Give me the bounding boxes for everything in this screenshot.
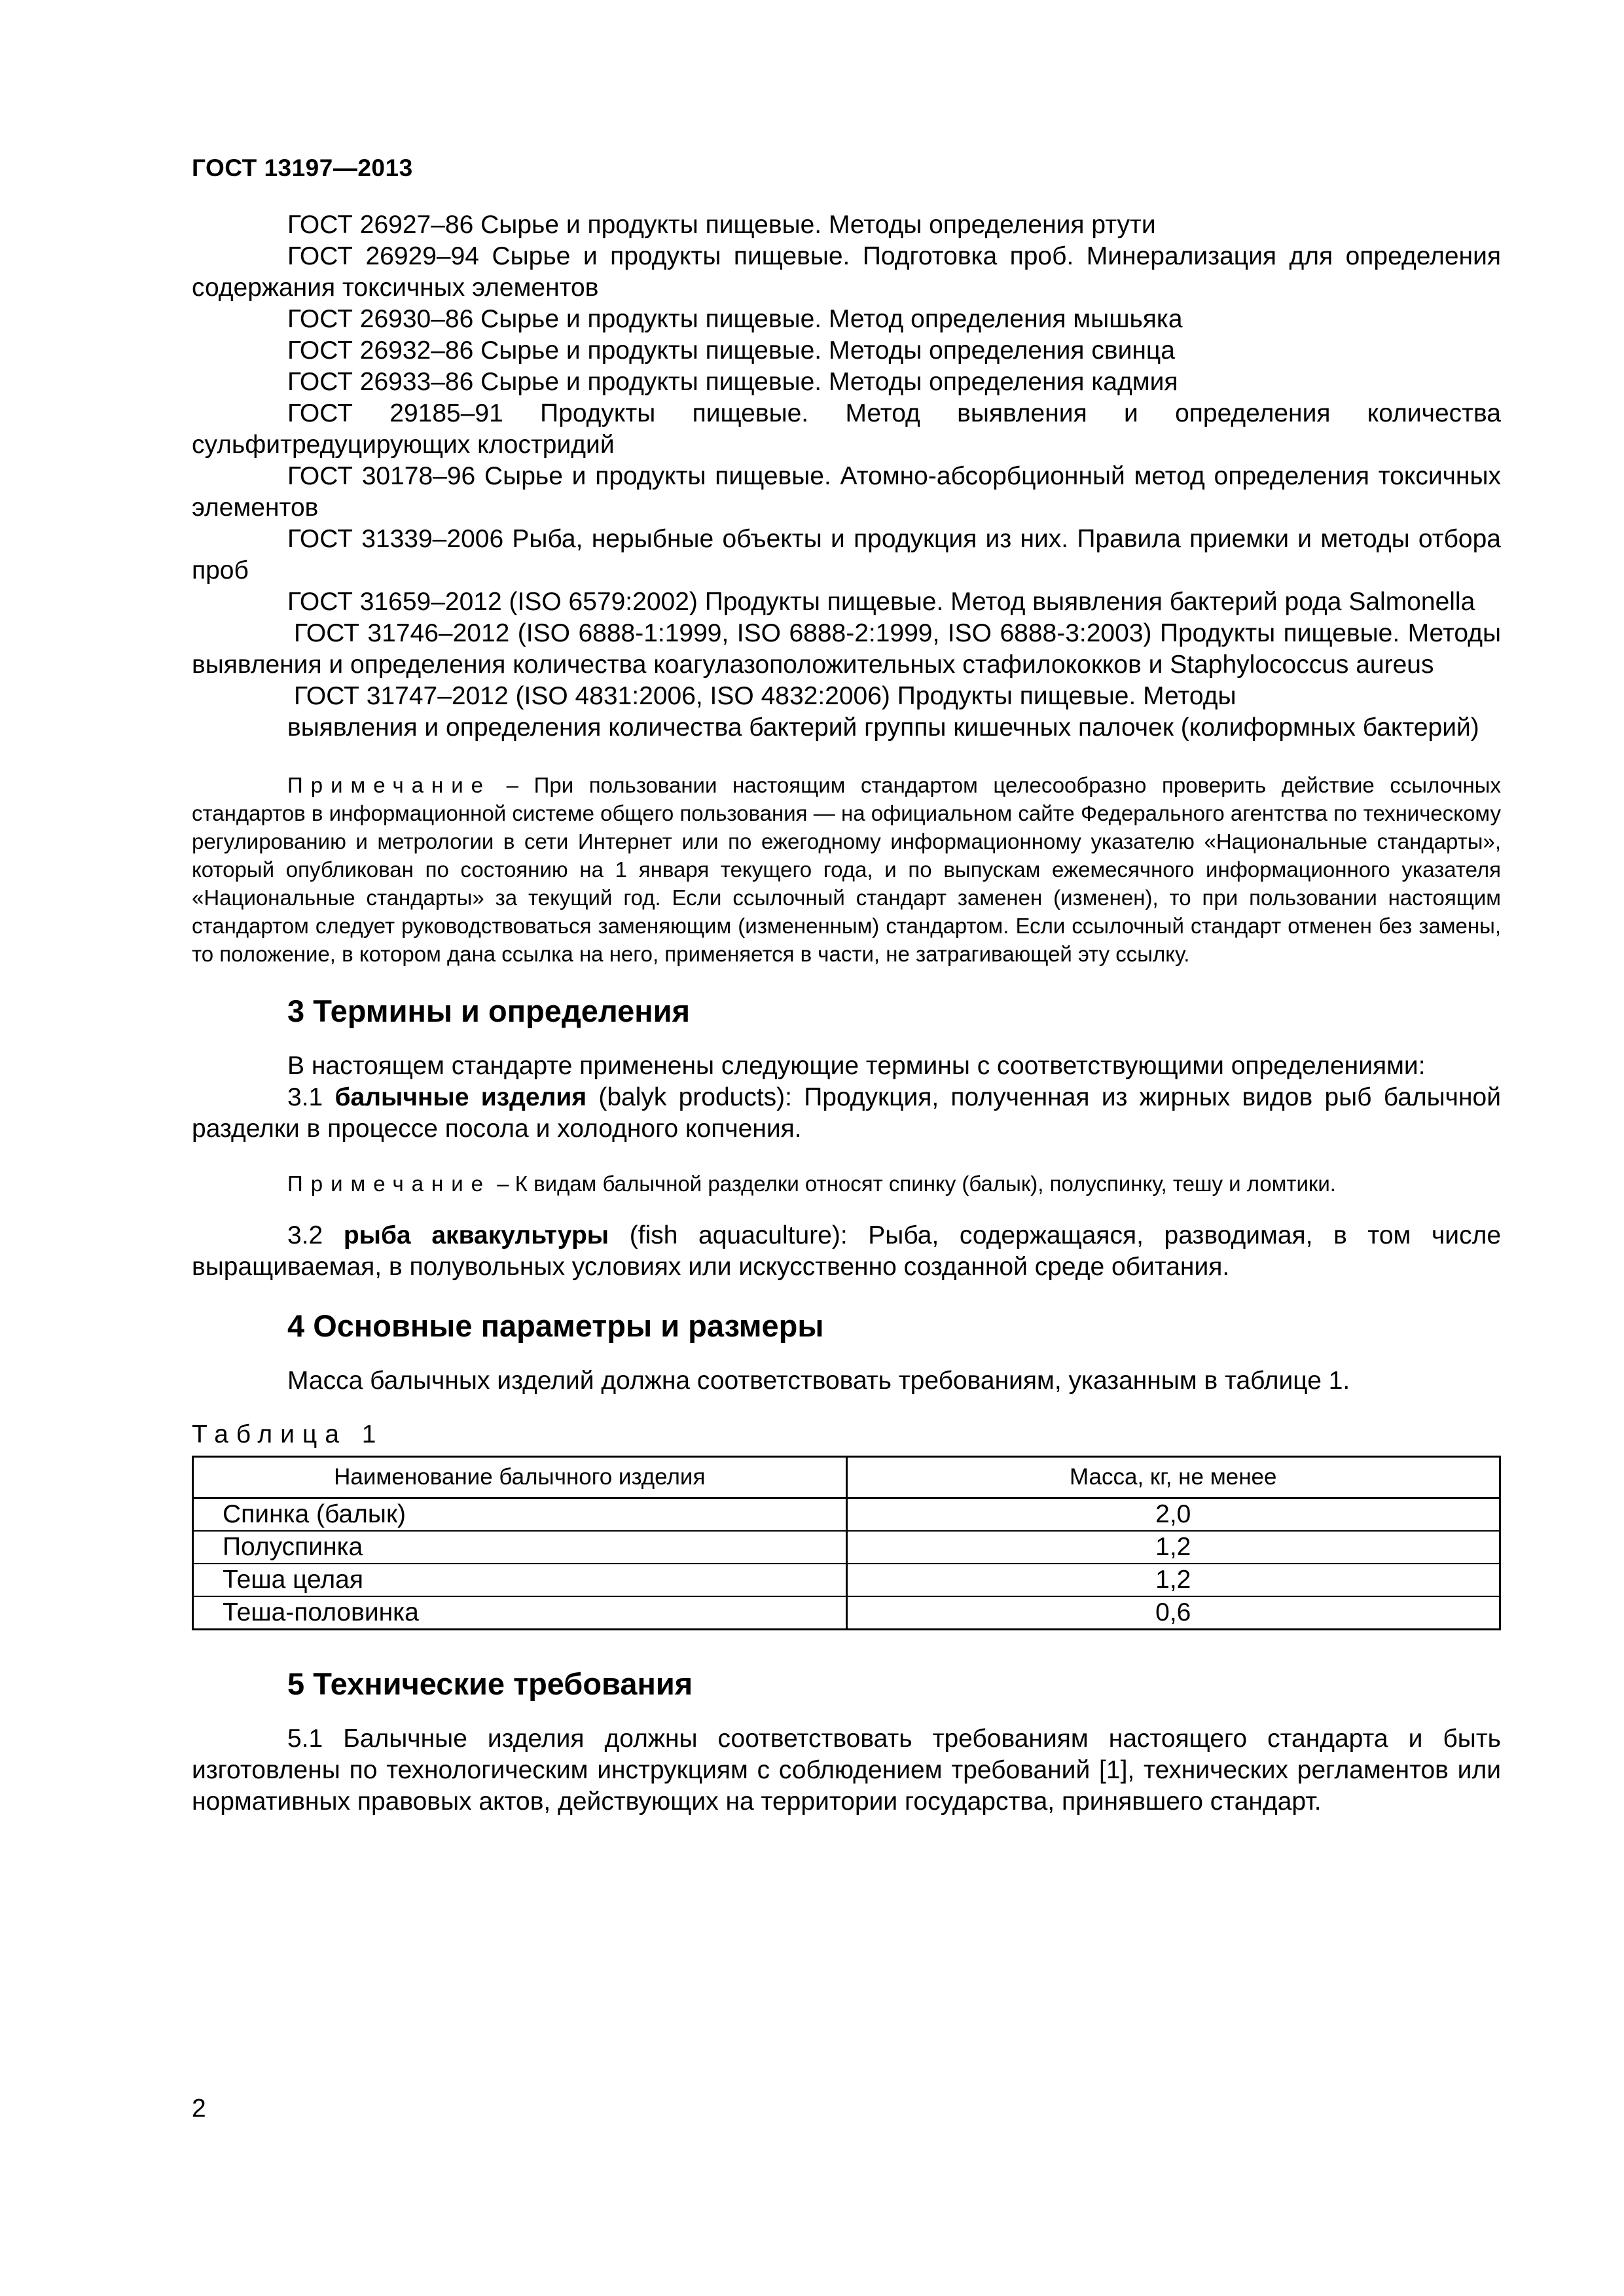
term-definition: (balyk products): Продукция, полученная из жирных видов рыб балычной разделки в процессе посола и холодного копчения. bbox=[192, 1083, 1502, 1143]
term-3-1-note bbox=[192, 1170, 1501, 1198]
cell-product-name: Теша целая bbox=[193, 1564, 847, 1596]
note-label: Примечание bbox=[287, 773, 492, 797]
section-3-intro: В настоящем стандарте применены следующие термины с соответствующими определениями: bbox=[287, 1052, 1426, 1080]
reference-item: ГОСТ 31746–2012 (ISO 6888-1:1999, ISO 6888-2:1999, ISO 6888-3:2003) Продукты пищевые. Методы выявления и определения количества коагулазоположительных стафилококков и Staphylococcus aureus bbox=[192, 619, 1501, 679]
section-5-text: 5.1 Балычные изделия должны соответствовать требованиям настоящего стандарта и быть изготовлены по технологическим инструкциям с соблюдением требований [1], технических регламентов или нормативных правовых актов, действующих на территории государства, принявшего стандарт. bbox=[192, 1725, 1501, 1816]
reference-note bbox=[192, 771, 1501, 968]
section-4-title: 4 Основные параметры и размеры bbox=[287, 1308, 824, 1343]
section-3-title: 3 Термины и определения bbox=[287, 994, 690, 1028]
note-text: – При пользовании настоящим стандартом целесообразно проверить действие ссылочных стандартов в информационной системе общего пользования — на официальном сайте Федерального агентства по техническому регулированию и метрологии в сети Интернет или по ежегодному информационному указателю «Национальные стандарты», который опубликован по состоянию на 1 января текущего года, и по выпускам ежемесячного информационного указателя «Национальные стандарты» за текущий год. Если ссылочный стандарт заменен (изменен), то при пользовании настоящим стандартом следует руководствоваться заменяющим (измененным) стандартом. Если ссылочный стандарт отменен без замены, то положение, в котором дана ссылка на него, применяется в части, не затрагивающей эту ссылку. bbox=[192, 773, 1501, 966]
section-5-title: 5 Технические требования bbox=[287, 1666, 693, 1701]
normative-references-list bbox=[192, 209, 1501, 744]
reference-item: ГОСТ 31339–2006 Рыба, нерыбные объекты и продукция из них. Правила приемки и методы отбора проб bbox=[192, 525, 1501, 584]
reference-item: ГОСТ 30178–96 Сырье и продукты пищевые. Атомно-абсорбционный метод определения токсичных элементов bbox=[192, 462, 1501, 522]
reference-item: ГОСТ 26927–86 Сырье и продукты пищевые. Методы определения ртути bbox=[287, 211, 1156, 239]
table-1 bbox=[192, 1456, 1501, 1630]
cell-product-name: Теша-половинка bbox=[193, 1596, 847, 1630]
column-header-mass: Масса, кг, не менее bbox=[846, 1457, 1500, 1498]
term-name: рыба аквакультуры bbox=[343, 1221, 609, 1249]
cell-product-name: Полуспинка bbox=[193, 1531, 847, 1564]
term-number: 3.1 bbox=[287, 1083, 323, 1111]
reference-item: выявления и определения количества бактерий группы кишечных палочек (колиформных бактерий) bbox=[287, 713, 1479, 742]
reference-item: ГОСТ 29185–91 Продукты пищевые. Метод выявления и определения количества сульфитредуцирующих клостридий bbox=[192, 399, 1501, 459]
table-row bbox=[193, 1498, 1500, 1532]
column-header-name: Наименование балычного изделия bbox=[193, 1457, 847, 1498]
note-text: – К видам балычной разделки относят спинку (балык), полуспинку, тешу и ломтики. bbox=[497, 1172, 1336, 1196]
table-header-row bbox=[193, 1457, 1500, 1498]
note-label: Примечание bbox=[287, 1172, 492, 1196]
reference-item: ГОСТ 26933–86 Сырье и продукты пищевые. Методы определения кадмия bbox=[287, 368, 1178, 396]
reference-item: ГОСТ 26932–86 Сырье и продукты пищевые. Методы определения свинца bbox=[287, 336, 1175, 365]
table-1-caption: Таблица 1 bbox=[192, 1420, 384, 1448]
page-number: 2 bbox=[192, 2094, 206, 2123]
cell-mass: 0,6 bbox=[846, 1596, 1500, 1630]
cell-mass: 1,2 bbox=[846, 1531, 1500, 1564]
table-row bbox=[193, 1564, 1500, 1596]
reference-item: ГОСТ 31659–2012 (ISO 6579:2002) Продукты пищевые. Метод выявления бактерий рода Salmonella bbox=[287, 588, 1475, 616]
term-number: 3.2 bbox=[287, 1221, 323, 1249]
reference-item: ГОСТ 26930–86 Сырье и продукты пищевые. Метод определения мышьяка bbox=[287, 305, 1183, 333]
page-content bbox=[192, 209, 1501, 1818]
running-head-standard-id: ГОСТ 13197—2013 bbox=[192, 154, 413, 181]
term-name: балычные изделия bbox=[334, 1083, 587, 1111]
table-row bbox=[193, 1531, 1500, 1564]
reference-item: ГОСТ 26929–94 Сырье и продукты пищевые. Подготовка проб. Минерализация для определения содержания токсичных элементов bbox=[192, 242, 1501, 302]
term-3-2 bbox=[192, 1220, 1501, 1283]
cell-mass: 1,2 bbox=[846, 1564, 1500, 1596]
reference-item: ГОСТ 31747–2012 (ISO 4831:2006, ISO 4832:2006) Продукты пищевые. Методы bbox=[294, 682, 1236, 710]
cell-mass: 2,0 bbox=[846, 1498, 1500, 1532]
cell-product-name: Спинка (балык) bbox=[193, 1498, 847, 1532]
term-3-1 bbox=[192, 1082, 1501, 1145]
term-definition: (fish aquaculture): Рыба, содержащаяся, разводимая, в том числе выращиваемая, в полувольных условиях или искусственно созданной среде обитания. bbox=[192, 1221, 1502, 1281]
table-row bbox=[193, 1596, 1500, 1630]
section-4-text: Масса балычных изделий должна соответствовать требованиям, указанным в таблице 1. bbox=[287, 1367, 1350, 1395]
